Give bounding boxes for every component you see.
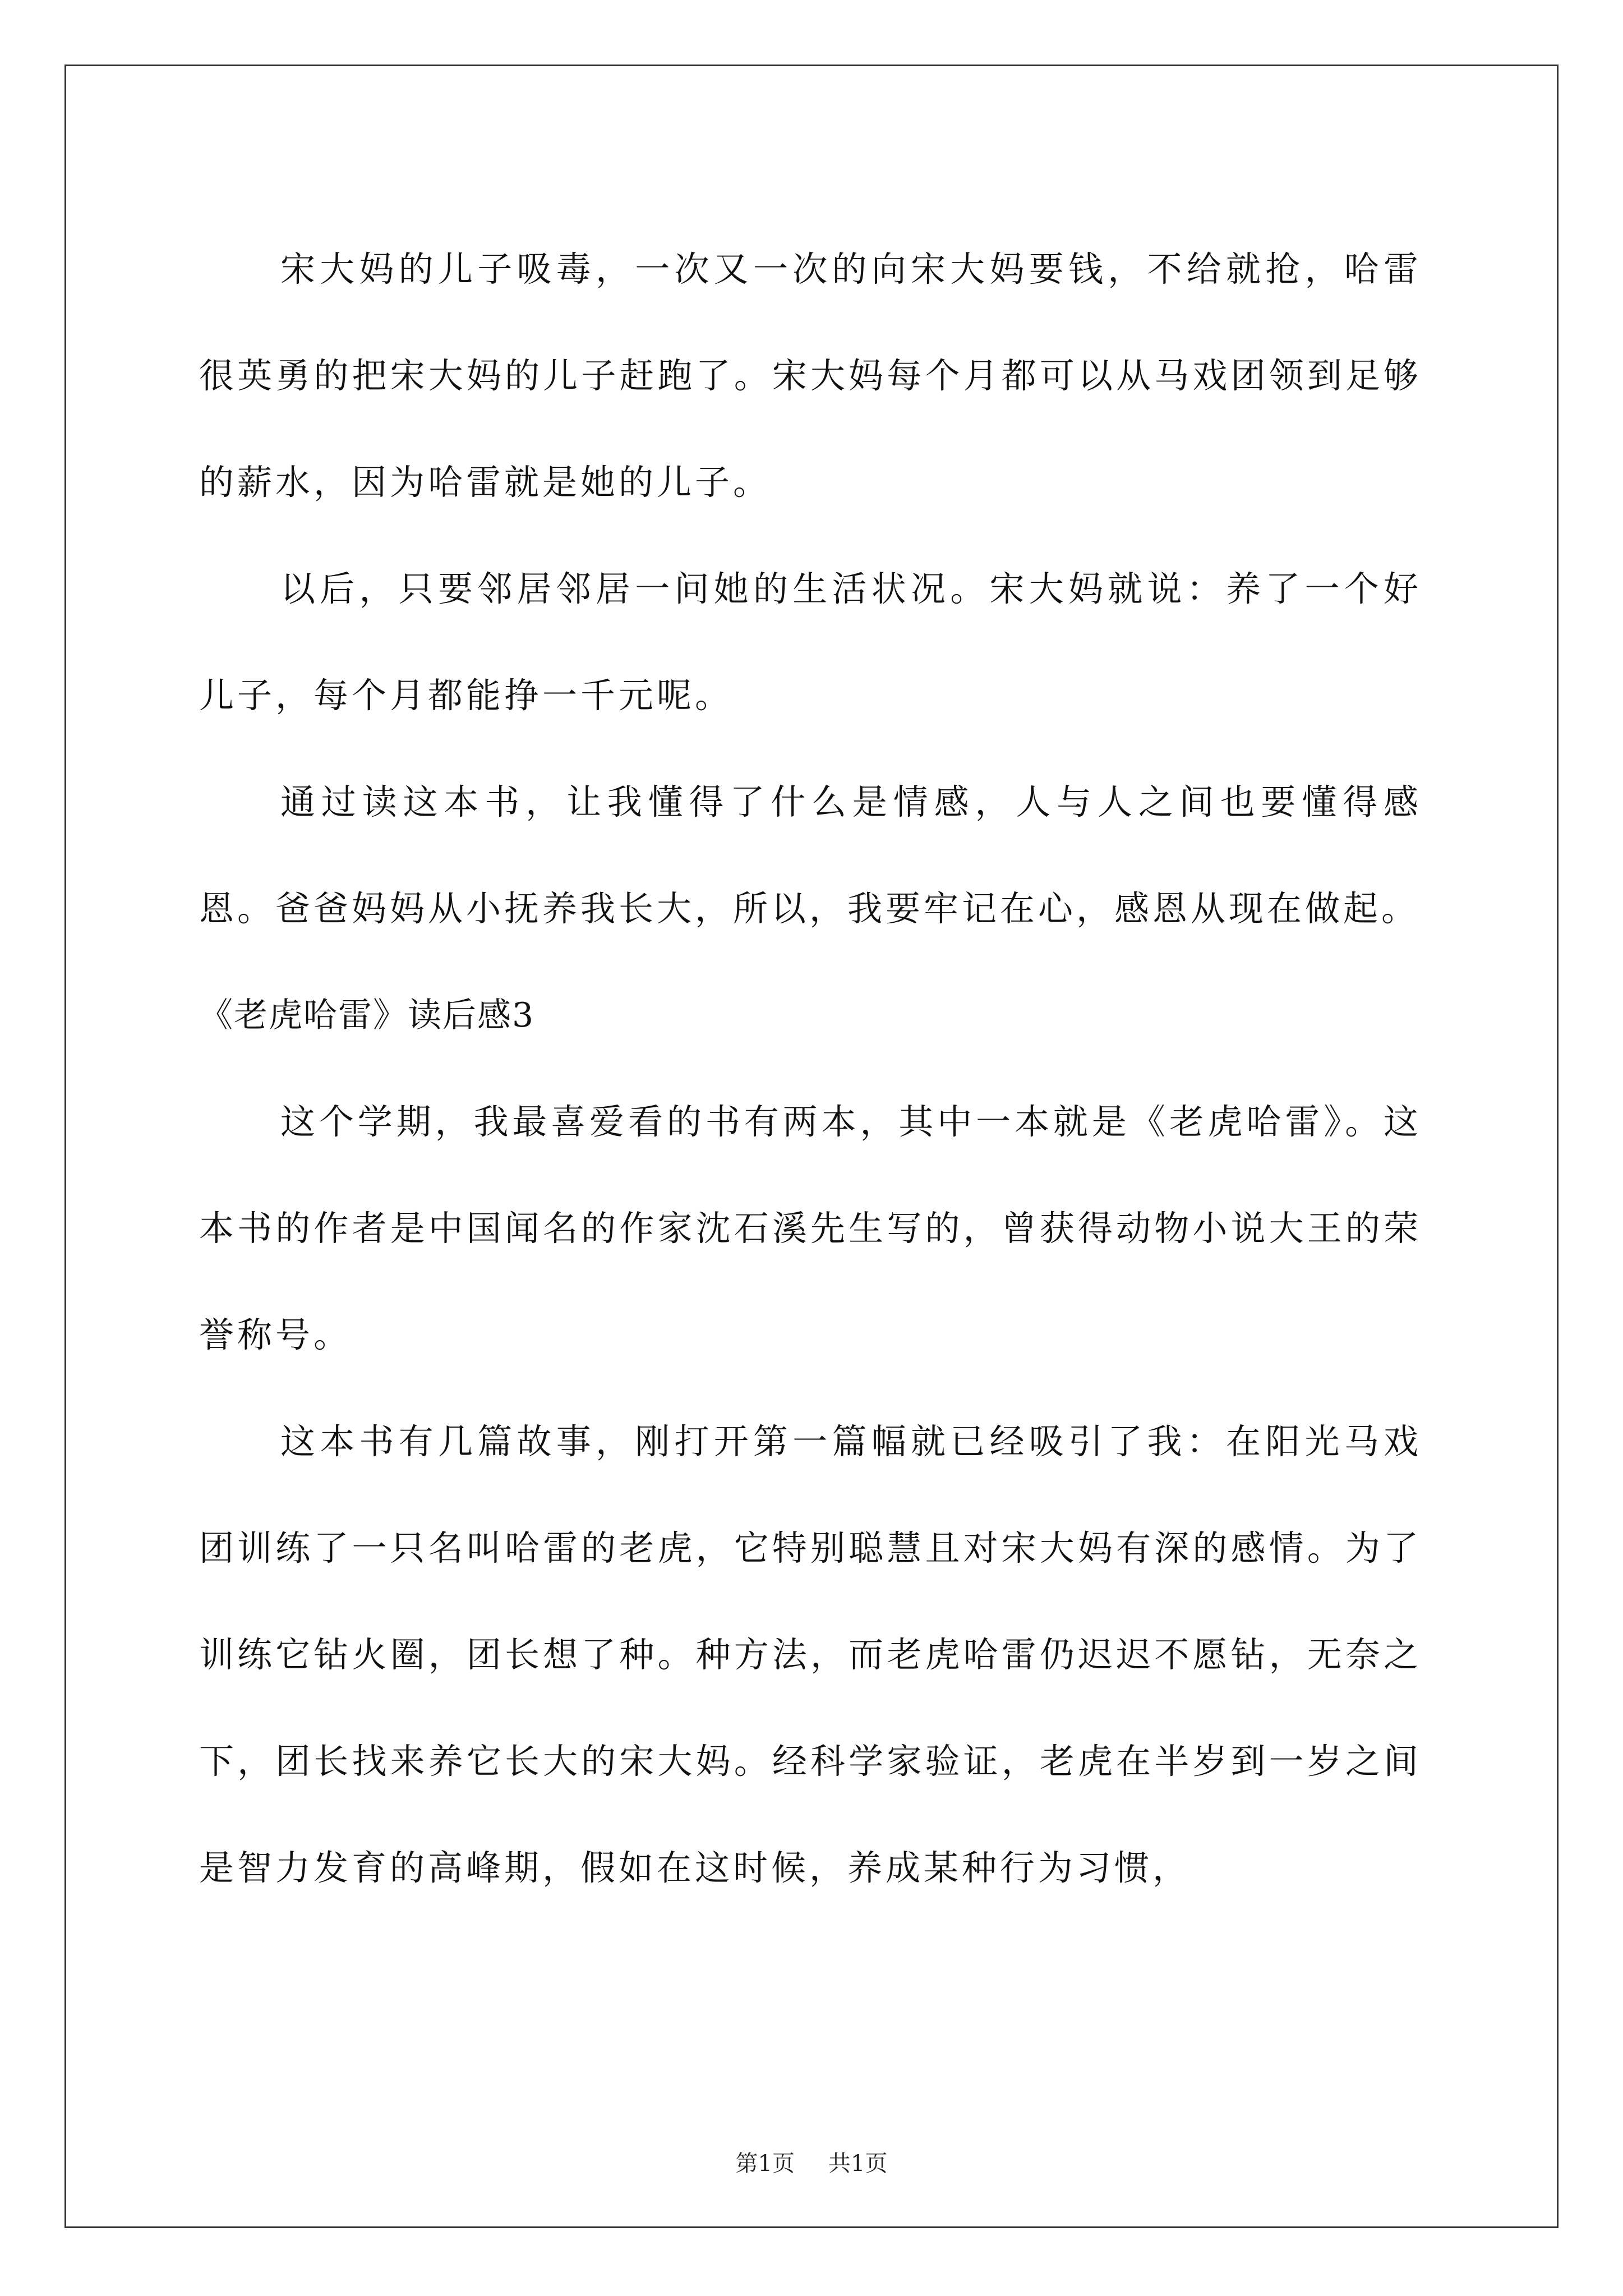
paragraph-3: 通过读这本书，让我懂得了什么是情感，人与人之间也要懂得感恩。爸爸妈妈从小抚养我长大，所以，我要牢记在心，感恩从现在做起。 bbox=[199, 781, 1422, 929]
document-body bbox=[199, 216, 1422, 1921]
page-number: 第1页 bbox=[735, 2151, 795, 2177]
page-total: 共1页 bbox=[828, 2151, 888, 2177]
paragraph-4: 这个学期，我最喜爱看的书有两本，其中一本就是《老虎哈雷》。这本书的作者是中国闻名的作家沈石溪先生写的，曾获得动物小说大王的荣誉称号。 bbox=[199, 1101, 1422, 1355]
paragraph-1: 宋大妈的儿子吸毒，一次又一次的向宋大妈要钱，不给就抢，哈雷很英勇的把宋大妈的儿子赶跑了。宋大妈每个月都可以从马戏团领到足够的薪水，因为哈雷就是她的儿子。 bbox=[199, 249, 1422, 503]
paragraph-5: 这本书有几篇故事，刚打开第一篇幅就已经吸引了我：在阳光马戏团训练了一只名叫哈雷的老虎，它特别聪慧且对宋大妈有深的感情。为了训练它钻火圈，团长想了种。种方法，而老虎哈雷仍迟迟不愿钻，无奈之下，团长找来养它长大的宋大妈。经科学家验证，老虎在半岁到一岁之间是智力发育的高峰期，假如在这时候，养成某种行为习惯， bbox=[199, 1421, 1422, 1888]
paragraph-2: 以后，只要邻居邻居一问她的生活状况。宋大妈就说：养了一个好儿子，每个月都能挣一千元呢。 bbox=[199, 568, 1422, 716]
page-footer bbox=[0, 2146, 1623, 2178]
section-heading: 《老虎哈雷》读后感3 bbox=[199, 996, 535, 1035]
